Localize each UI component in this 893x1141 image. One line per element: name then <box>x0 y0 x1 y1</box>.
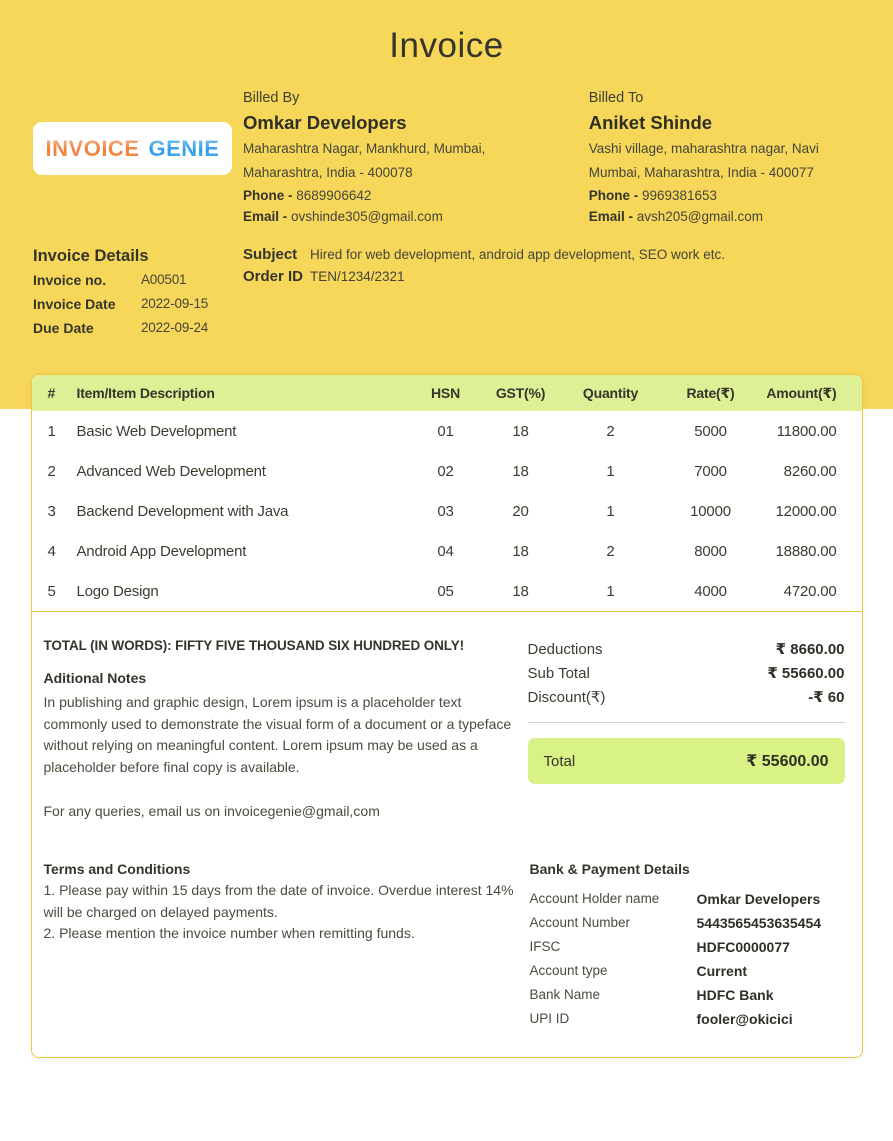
invoice-details-block <box>33 244 243 340</box>
cell-desc: Android App Development <box>76 542 247 560</box>
cell-desc: Logo Design <box>76 582 159 600</box>
subtotal-label: Sub Total <box>527 665 590 682</box>
discount-label: Discount(₹) <box>527 689 606 706</box>
additional-notes-heading: Aditional Notes <box>43 670 147 686</box>
billed-by-name: Omkar Developers <box>243 112 407 133</box>
billed-to-email <box>589 206 860 227</box>
bank-name-row <box>530 983 847 1007</box>
billed-to-block <box>589 87 860 227</box>
order-id-row <box>243 266 725 288</box>
grand-total-value: ₹ 55600.00 <box>746 753 829 770</box>
summary-section <box>32 612 862 819</box>
invoice-body-card <box>31 374 863 1058</box>
invoice-number-value: A00501 <box>141 272 187 287</box>
additional-notes-body: In publishing and graphic design, Lorem ipsum is a placeholder text commonly used to demonstrate the visual form of a document or a typeface without relying on meaningful content. Lorem ipsum may be used as a placeholder before final copy is available. <box>43 694 512 775</box>
invoice-header-section <box>0 0 893 409</box>
account-type-label: Account type <box>529 963 608 978</box>
billed-to-address-line1: Vashi village, maharashtra nagar, Navi <box>588 141 819 156</box>
header-hsn: HSN <box>407 375 485 411</box>
cell-hsn: 01 <box>437 422 454 440</box>
total-in-words: TOTAL (IN WORDS): FIFTY FIVE THOUSAND SIX HUNDRED ONLY! <box>43 638 465 653</box>
cell-gst: 20 <box>512 502 529 520</box>
order-id-label: Order ID <box>243 268 304 285</box>
header-amount: Amount(₹) <box>757 375 862 411</box>
email-label: Email - <box>243 209 288 224</box>
grand-total-label: Total <box>543 752 576 770</box>
notes-column <box>44 638 522 819</box>
page-title: Invoice <box>389 26 504 65</box>
cell-qty: 2 <box>606 422 615 440</box>
billed-by-address-line1: Maharashtra Nagar, Mankhurd, Mumbai, <box>243 141 486 156</box>
header-rate: Rate(₹) <box>665 375 757 411</box>
cell-hsn: 02 <box>437 462 454 480</box>
logo-word-genie: GENIE <box>148 135 220 161</box>
phone-label: Phone - <box>588 188 639 203</box>
discount-value: -₹ 60 <box>808 689 845 706</box>
invoice-date-value: 2022-09-15 <box>141 296 209 311</box>
invoice-genie-logo <box>33 122 232 175</box>
cell-amount: 4720.00 <box>783 582 837 600</box>
terms-heading: Terms and Conditions <box>43 861 191 877</box>
cell-num: 5 <box>47 582 56 600</box>
cell-rate: 8000 <box>694 542 727 560</box>
subtotal-row <box>528 662 845 686</box>
upi-id-value: fooler@okicici <box>696 1011 793 1027</box>
parties-row <box>0 87 893 227</box>
cell-qty: 1 <box>606 502 615 520</box>
header-num: # <box>32 375 77 411</box>
cell-qty: 2 <box>606 542 615 560</box>
email-value: avsh205@gmail.com <box>636 209 764 224</box>
account-number-label: Account Number <box>529 915 631 930</box>
upi-id-label: UPI ID <box>529 1011 570 1026</box>
terms-line-2: 2. Please mention the invoice number when remitting funds. <box>43 925 415 941</box>
phone-value: 8689906642 <box>296 188 372 203</box>
email-label: Email - <box>588 209 633 224</box>
cell-num: 2 <box>47 462 56 480</box>
header-qty: Quantity <box>557 375 665 411</box>
cell-amount: 12000.00 <box>775 502 837 520</box>
cell-desc: Basic Web Development <box>76 422 237 440</box>
email-value: ovshinde305@gmail.com <box>291 209 443 224</box>
invoice-date-label: Invoice Date <box>33 296 116 312</box>
table-row <box>32 411 862 451</box>
discount-row <box>528 686 845 710</box>
queries-line: For any queries, email us on invoicegenie@gmail,com <box>43 803 380 819</box>
invoice-number-label: Invoice no. <box>33 272 107 288</box>
items-table <box>32 375 862 611</box>
billed-to-phone <box>589 185 860 206</box>
billed-to-label: Billed To <box>588 90 644 106</box>
cell-gst: 18 <box>512 542 529 560</box>
billed-by-email <box>243 206 563 227</box>
subject-block <box>243 244 725 340</box>
billed-to-address-line2: Mumbai, Maharashtra, India - 400077 <box>588 165 814 180</box>
terms-line-1: 1. Please pay within 15 days from the date of invoice. Overdue interest 14% will be charged on delayed payments. <box>43 882 514 920</box>
cell-rate: 7000 <box>694 462 727 480</box>
due-date-label: Due Date <box>33 320 94 336</box>
deductions-label: Deductions <box>527 641 603 658</box>
cell-rate: 5000 <box>694 422 727 440</box>
logo-word-invoice: INVOICE <box>45 135 140 161</box>
invoice-date-row <box>33 292 243 316</box>
billed-by-label: Billed By <box>243 90 300 106</box>
subtotal-value: ₹ 55660.00 <box>767 665 845 682</box>
table-row <box>32 571 862 611</box>
table-row <box>32 451 862 491</box>
cell-rate: 10000 <box>690 502 731 520</box>
billed-to-name: Aniket Shinde <box>588 112 713 133</box>
bank-details-heading: Bank & Payment Details <box>529 861 690 877</box>
account-holder-row <box>530 887 847 911</box>
subject-value: Hired for web development, android app development, SEO work etc. <box>310 247 725 262</box>
table-row <box>32 491 862 531</box>
cell-amount: 8260.00 <box>783 462 837 480</box>
cell-rate: 4000 <box>694 582 727 600</box>
cell-qty: 1 <box>606 462 615 480</box>
cell-gst: 18 <box>512 462 529 480</box>
cell-num: 1 <box>47 422 56 440</box>
account-type-row <box>530 959 847 983</box>
account-number-value: 5443565453635454 <box>696 915 822 931</box>
phone-value: 9969381653 <box>641 188 718 203</box>
account-holder-value: Omkar Developers <box>696 891 821 907</box>
totals-divider <box>528 722 845 723</box>
ifsc-value: HDFC0000077 <box>696 939 790 955</box>
footer-section <box>32 819 862 1057</box>
ifsc-row <box>530 935 847 959</box>
cell-qty: 1 <box>606 582 615 600</box>
invoice-details-heading: Invoice Details <box>33 247 149 265</box>
cell-gst: 18 <box>512 422 529 440</box>
table-row <box>32 531 862 571</box>
order-id-value: TEN/1234/2321 <box>310 269 405 284</box>
bank-name-label: Bank Name <box>529 987 601 1002</box>
billed-by-address-line2: Maharashtra, India - 400078 <box>243 165 413 180</box>
bank-details-block <box>530 858 847 1031</box>
account-number-row <box>530 911 847 935</box>
amounts-column <box>528 638 845 819</box>
subject-label: Subject <box>243 246 298 263</box>
grand-total-pill <box>528 738 845 784</box>
cell-hsn: 04 <box>437 542 454 560</box>
invoice-details-row <box>0 244 893 340</box>
cell-desc: Backend Development with Java <box>76 502 289 520</box>
cell-num: 3 <box>47 502 56 520</box>
cell-gst: 18 <box>512 582 529 600</box>
invoice-number-row <box>33 268 243 292</box>
cell-hsn: 05 <box>437 582 454 600</box>
phone-label: Phone - <box>243 188 293 203</box>
cell-amount: 18880.00 <box>775 542 837 560</box>
terms-block <box>44 858 530 1031</box>
due-date-value: 2022-09-24 <box>141 320 209 335</box>
cell-desc: Advanced Web Development <box>76 462 266 480</box>
billed-by-phone <box>243 185 563 206</box>
account-type-value: Current <box>696 963 748 979</box>
subject-row <box>243 244 725 266</box>
ifsc-label: IFSC <box>529 939 561 954</box>
deductions-value: ₹ 8660.00 <box>775 641 845 658</box>
items-table-header <box>32 375 862 411</box>
cell-amount: 11800.00 <box>776 422 837 440</box>
deductions-row <box>528 638 845 662</box>
account-holder-label: Account Holder name <box>529 891 660 906</box>
bank-name-value: HDFC Bank <box>696 987 774 1003</box>
cell-hsn: 03 <box>437 502 454 520</box>
billed-by-block <box>243 87 563 227</box>
due-date-row <box>33 316 243 340</box>
header-desc: Item/Item Description <box>77 375 407 411</box>
header-gst: GST(%) <box>485 375 557 411</box>
upi-id-row <box>530 1007 847 1031</box>
cell-num: 4 <box>47 542 56 560</box>
